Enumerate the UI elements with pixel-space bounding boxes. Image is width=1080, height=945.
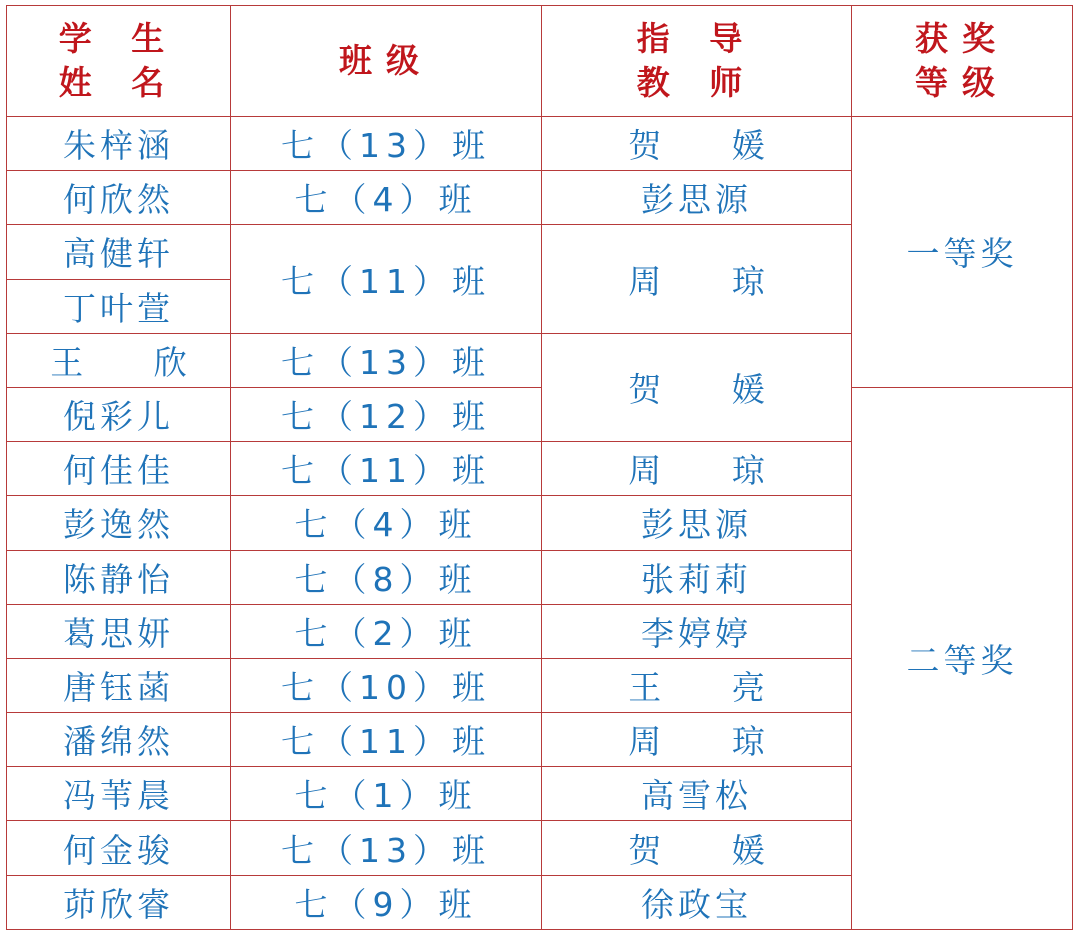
teacher-cell: 周 琼 xyxy=(542,713,852,767)
student-name-cell: 何佳佳 xyxy=(7,442,231,496)
student-name-cell: 唐钰菡 xyxy=(7,658,231,712)
student-name-cell: 高健轩 xyxy=(7,225,231,279)
student-name-cell: 陈静怡 xyxy=(7,550,231,604)
class-cell: 七（11）班 xyxy=(231,442,542,496)
student-name-cell: 朱梓涵 xyxy=(7,117,231,171)
header-student-name: 学 生 姓 名 xyxy=(7,6,231,117)
class-cell: 七（13）班 xyxy=(231,333,542,387)
award-level-first: 一等奖 xyxy=(852,117,1073,388)
teacher-cell: 贺 媛 xyxy=(542,117,852,171)
class-cell: 七（8）班 xyxy=(231,550,542,604)
table-row xyxy=(7,117,1073,171)
award-table xyxy=(6,5,1073,930)
teacher-cell: 周 琼 xyxy=(542,442,852,496)
header-row xyxy=(7,6,1073,117)
teacher-cell: 张莉莉 xyxy=(542,550,852,604)
header-teacher: 指 导 教 师 xyxy=(542,6,852,117)
student-name-cell: 王 欣 xyxy=(7,333,231,387)
class-cell: 七（2）班 xyxy=(231,604,542,658)
student-name-cell: 冯苇晨 xyxy=(7,767,231,821)
student-name-cell: 何欣然 xyxy=(7,171,231,225)
teacher-cell: 李婷婷 xyxy=(542,604,852,658)
table-row xyxy=(7,387,1073,441)
class-cell: 七（12）班 xyxy=(231,387,542,441)
teacher-cell: 贺 媛 xyxy=(542,821,852,875)
student-name-cell: 茆欣睿 xyxy=(7,875,231,929)
student-name-cell: 丁叶萱 xyxy=(7,279,231,333)
class-cell: 七（4）班 xyxy=(231,496,542,550)
teacher-cell: 周 琼 xyxy=(542,225,852,333)
student-name-cell: 葛思妍 xyxy=(7,604,231,658)
student-name-cell: 彭逸然 xyxy=(7,496,231,550)
student-name-cell: 倪彩儿 xyxy=(7,387,231,441)
class-cell: 七（13）班 xyxy=(231,821,542,875)
student-name-cell: 潘绵然 xyxy=(7,713,231,767)
teacher-cell: 徐政宝 xyxy=(542,875,852,929)
class-cell: 七（4）班 xyxy=(231,171,542,225)
student-name-cell: 何金骏 xyxy=(7,821,231,875)
class-cell: 七（11）班 xyxy=(231,713,542,767)
teacher-cell: 彭思源 xyxy=(542,171,852,225)
teacher-cell: 高雪松 xyxy=(542,767,852,821)
teacher-cell: 贺 媛 xyxy=(542,333,852,441)
header-class: 班级 xyxy=(231,6,542,117)
class-cell: 七（1）班 xyxy=(231,767,542,821)
award-level-second: 二等奖 xyxy=(852,387,1073,929)
class-cell: 七（9）班 xyxy=(231,875,542,929)
teacher-cell: 王 亮 xyxy=(542,658,852,712)
teacher-cell: 彭思源 xyxy=(542,496,852,550)
class-cell: 七（13）班 xyxy=(231,117,542,171)
class-cell: 七（11）班 xyxy=(231,225,542,333)
header-award-level: 获奖 等级 xyxy=(852,6,1073,117)
class-cell: 七（10）班 xyxy=(231,658,542,712)
